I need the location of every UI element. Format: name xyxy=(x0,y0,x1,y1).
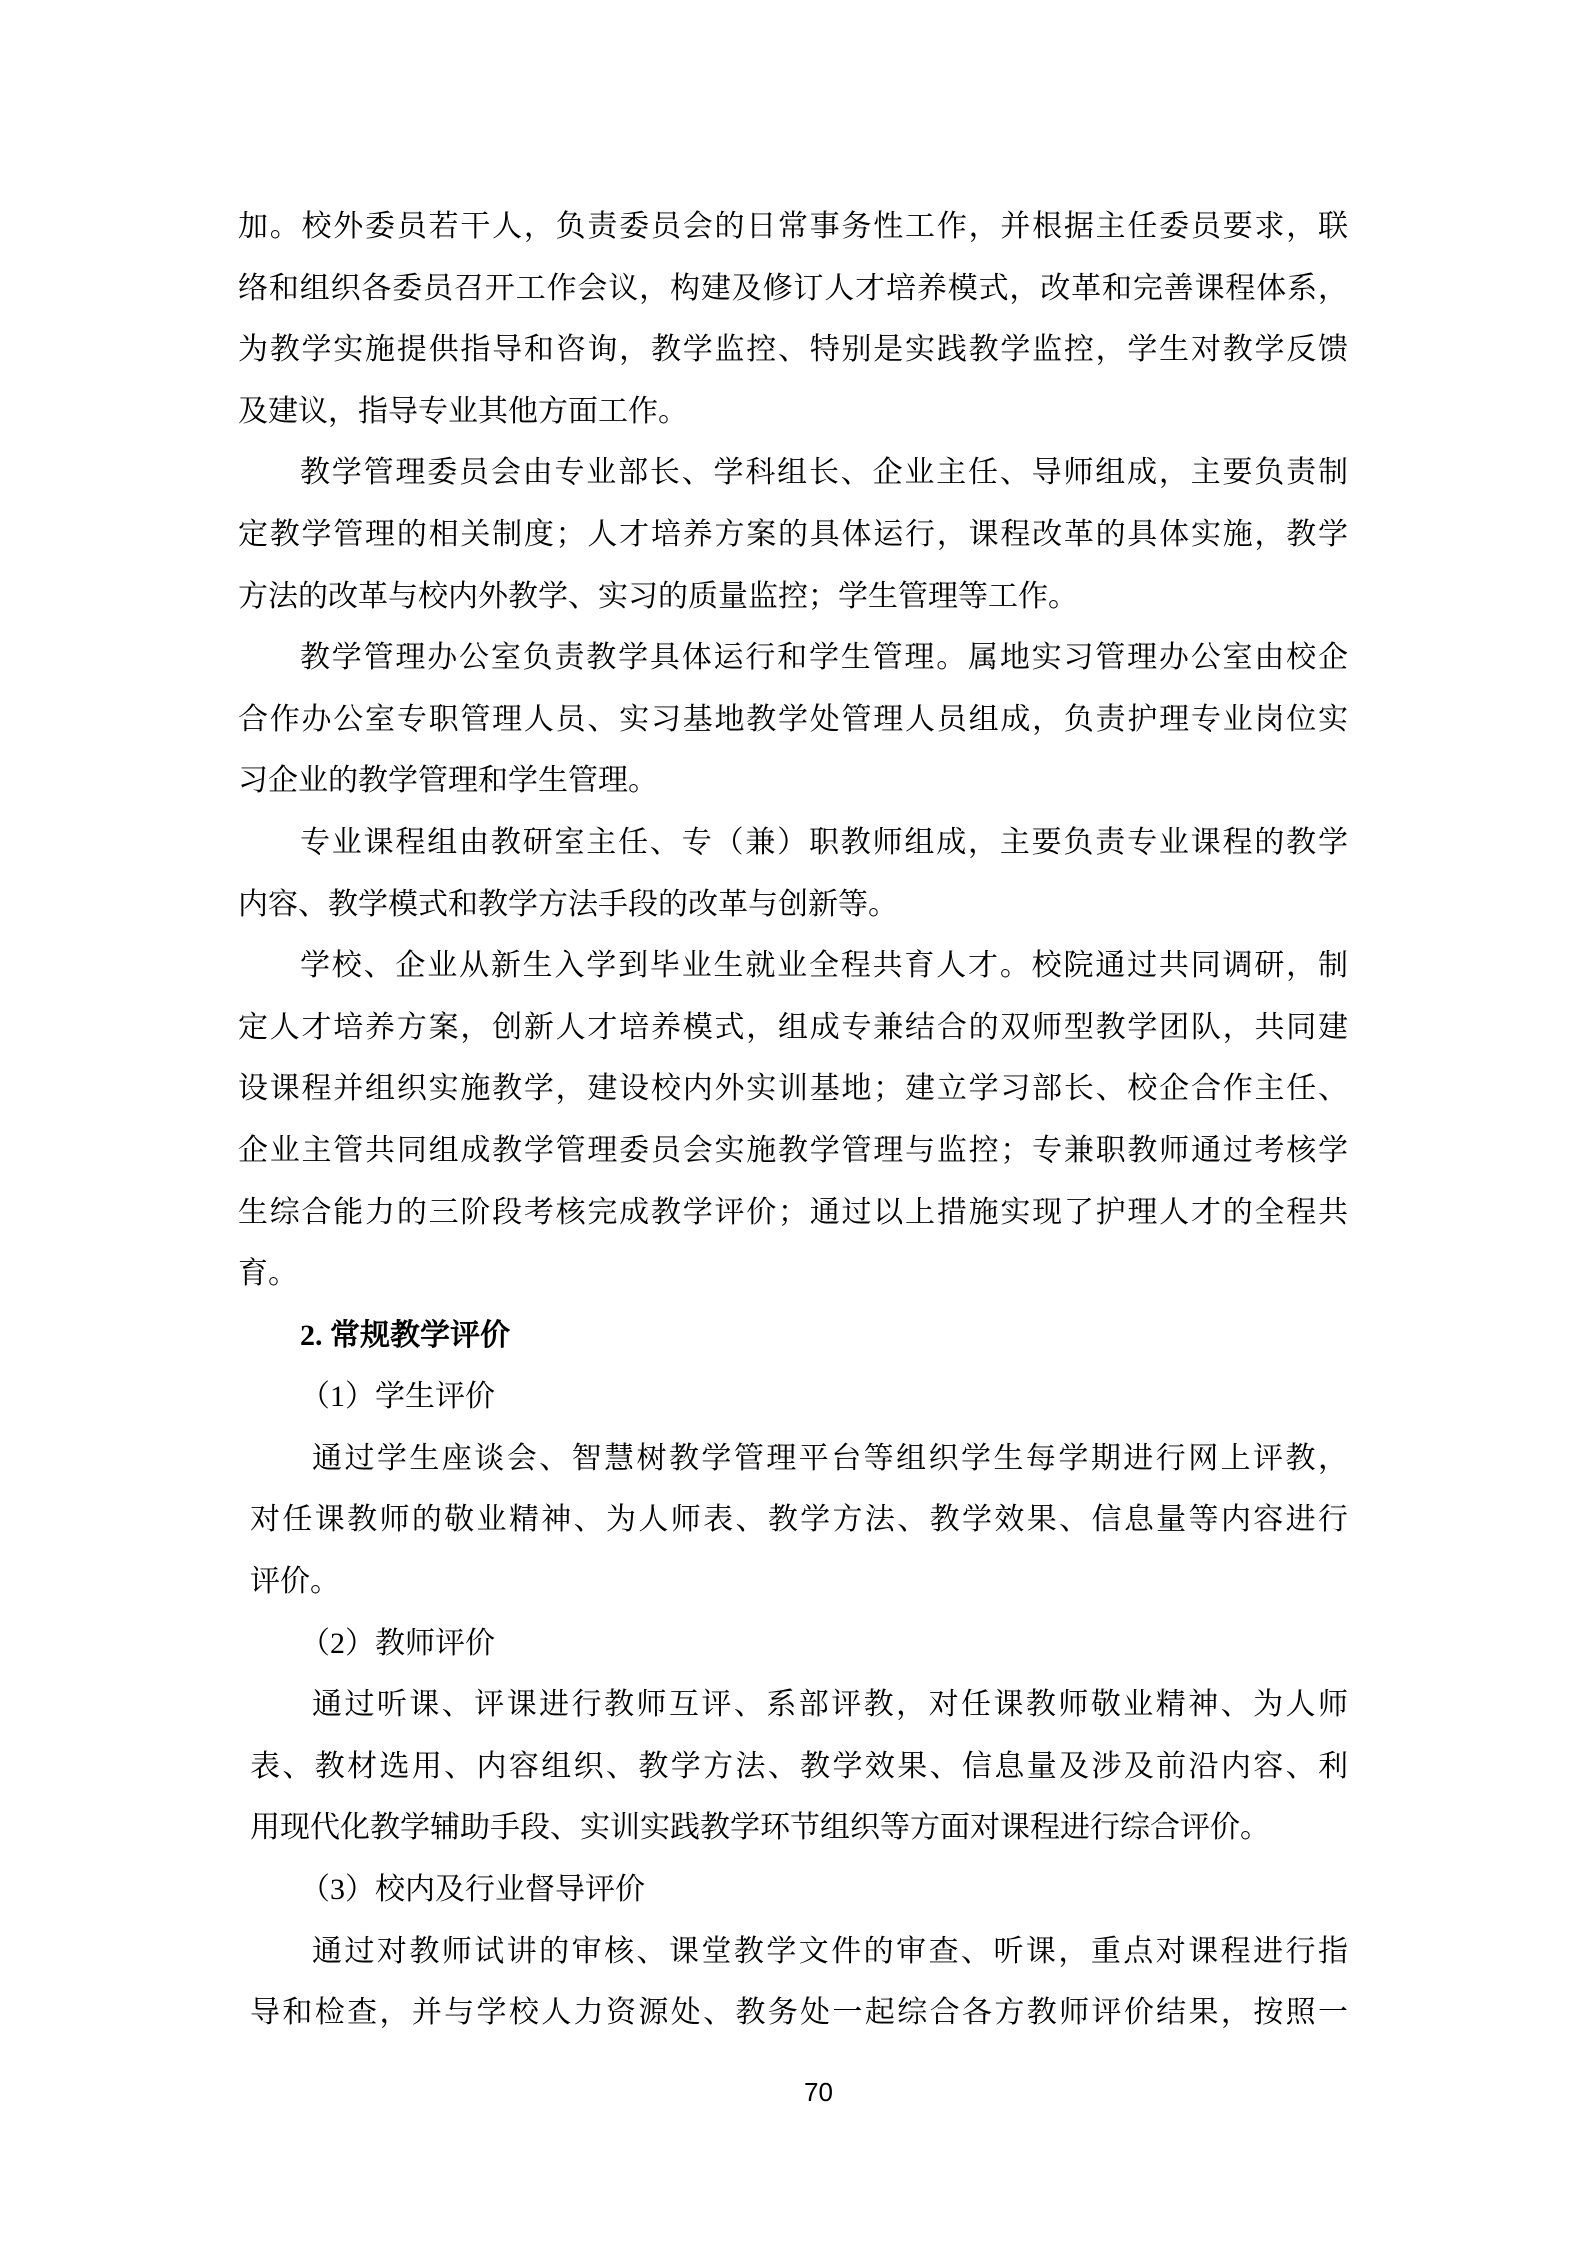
paragraph-line: 用现代化教学辅助手段、实训实践教学环节组织等方面对课程进行综合评价。 xyxy=(250,1811,1270,1845)
paragraph-line: 合作办公室专职管理人员、实习基地教学处管理人员组成，负责护理专业岗位实 xyxy=(238,702,1348,736)
paragraph-line: （3）校内及行业督导评价 xyxy=(300,1873,645,1907)
paragraph-line: 为教学实施提供指导和咨询，教学监控、特别是实践教学监控，学生对教学反馈 xyxy=(238,333,1348,367)
paragraph-line: 定教学管理的相关制度；人才培养方案的具体运行，课程改革的具体实施，教学 xyxy=(238,517,1348,551)
paragraph-line: 方法的改革与校内外教学、实习的质量监控；学生管理等工作。 xyxy=(238,579,1078,613)
paragraph-line: 通过学生座谈会、智慧树教学管理平台等组织学生每学期进行网上评教， xyxy=(312,1441,1348,1475)
paragraph-line: 企业主管共同组成教学管理委员会实施教学管理与监控；专兼职教师通过考核学 xyxy=(238,1133,1348,1167)
paragraph-line: 生综合能力的三阶段考核完成教学评价；通过以上措施实现了护理人才的全程共 xyxy=(238,1195,1348,1229)
page-number: 70 xyxy=(804,2077,833,2107)
paragraph-line: 通过对教师试讲的审核、课堂教学文件的审查、听课，重点对课程进行指 xyxy=(312,1934,1348,1968)
paragraph-line: 教学管理办公室负责教学具体运行和学生管理。属地实习管理办公室由校企 xyxy=(300,641,1348,675)
paragraph-line: 加。校外委员若干人，负责委员会的日常事务性工作，并根据主任委员要求，联 xyxy=(238,210,1348,243)
paragraph-line: 育。 xyxy=(238,1257,298,1291)
paragraph-line: 教学管理委员会由专业部长、学科组长、企业主任、导师组成，主要负责制 xyxy=(300,456,1348,490)
paragraph-line: 络和组织各委员召开工作会议，构建及修订人才培养模式，改革和完善课程体系， xyxy=(238,271,1348,305)
paragraph-line: 通过听课、评课进行教师互评、系部评教，对任课教师敬业精神、为人师 xyxy=(312,1688,1348,1722)
paragraph-line: 专业课程组由教研室主任、专（兼）职教师组成，主要负责专业课程的教学 xyxy=(300,825,1348,859)
paragraph-line: 学校、企业从新生入学到毕业生就业全程共育人才。校院通过共同调研，制 xyxy=(300,949,1348,983)
paragraph-line: 习企业的教学管理和学生管理。 xyxy=(238,764,658,798)
paragraph-line: 表、教材选用、内容组织、教学方法、教学效果、信息量及涉及前沿内容、利 xyxy=(250,1749,1348,1783)
section-heading: 2. 常规教学评价 xyxy=(300,1318,510,1352)
paragraph-line: 内容、教学模式和教学方法手段的改革与创新等。 xyxy=(238,887,898,921)
paragraph-line: （1）学生评价 xyxy=(300,1380,495,1414)
paragraph-line: 定人才培养方案，创新人才培养模式，组成专兼结合的双师型教学团队，共同建 xyxy=(238,1010,1348,1044)
document-body xyxy=(238,196,1348,2044)
paragraph-line: 评价。 xyxy=(250,1565,340,1599)
paragraph-line: 及建议，指导专业其他方面工作。 xyxy=(238,394,688,428)
paragraph-line: 设课程并组织实施教学，建设校内外实训基地；建立学习部长、校企合作主任、 xyxy=(238,1072,1348,1106)
paragraph-line: 导和检查，并与学校人力资源处、教务处一起综合各方教师评价结果，按照一 xyxy=(250,1996,1348,2030)
paragraph-line: （2）教师评价 xyxy=(300,1626,495,1660)
paragraph-line: 对任课教师的敬业精神、为人师表、教学方法、教学效果、信息量等内容进行 xyxy=(250,1503,1348,1537)
